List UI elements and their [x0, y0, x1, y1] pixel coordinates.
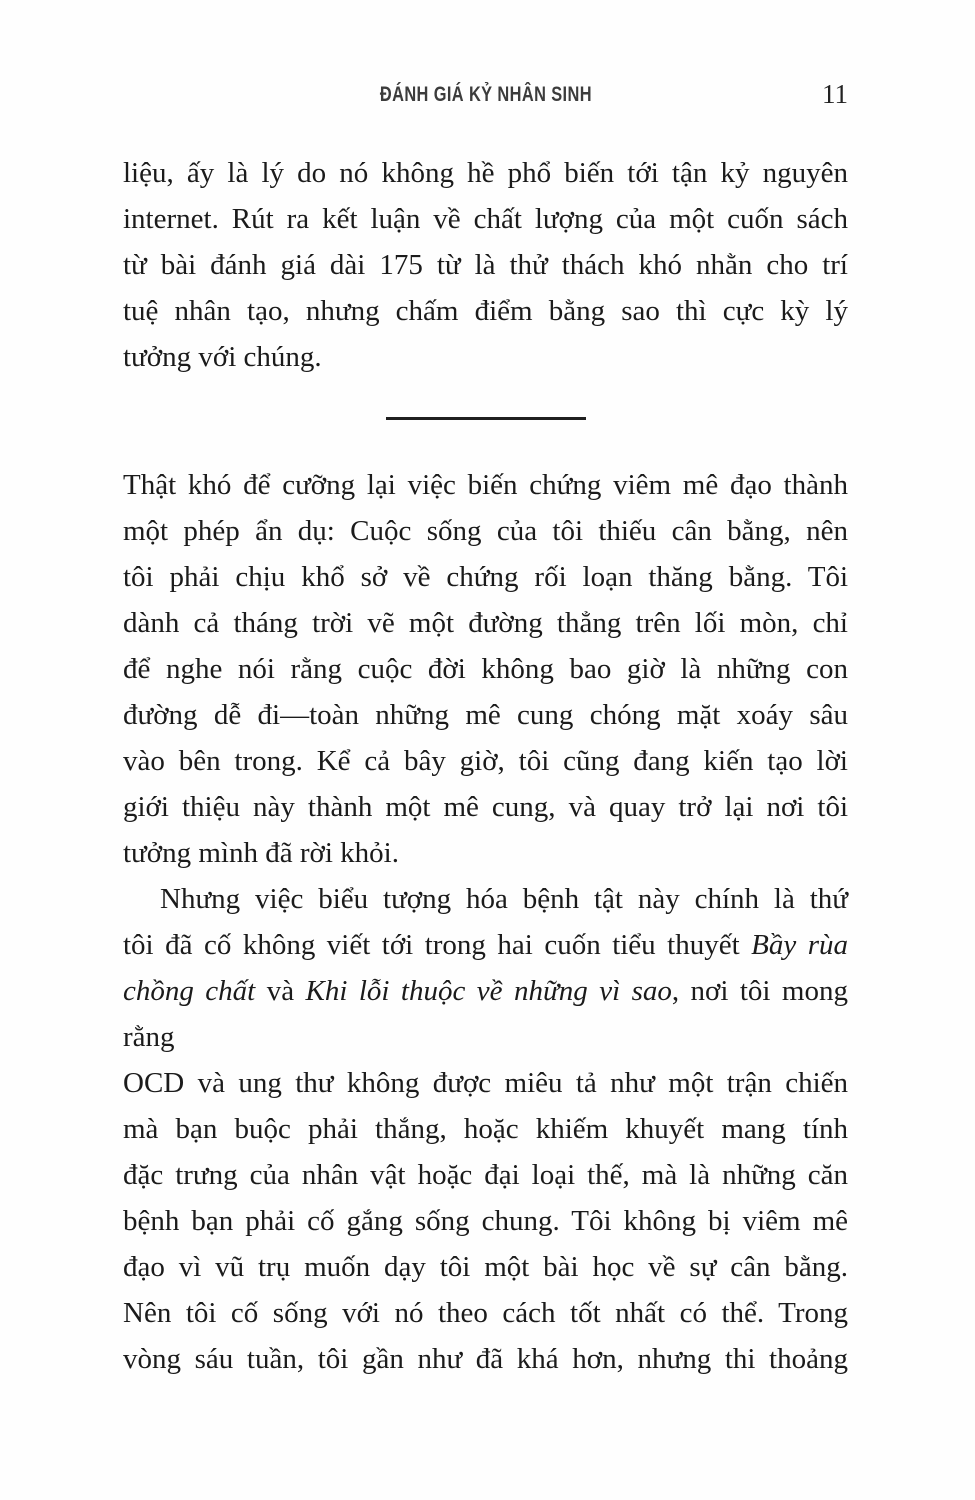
paragraph [123, 876, 848, 1382]
text-run: để nghe nói rằng cuộc đời không bao giờ là những con [123, 653, 848, 685]
text-line [123, 1152, 848, 1198]
text-line [123, 922, 848, 968]
text-line [123, 784, 848, 830]
italic-text-run: chồng chất [123, 975, 256, 1007]
text-run: internet. Rút ra kết luận về chất lượng của một cuốn sách [123, 203, 848, 235]
text-line [123, 508, 848, 554]
text-run: từ bài đánh giá dài 175 từ là thử thách khó nhằn cho trí [123, 249, 848, 281]
text-run: đạo vì vũ trụ muốn dạy tôi một bài học về sự cân bằng. [123, 1251, 848, 1283]
text-run: tôi phải chịu khổ sở về chứng rối loạn thăng bằng. Tôi [123, 561, 848, 593]
text-run: một phép ẩn dụ: Cuộc sống của tôi thiếu cân bằng, nên [123, 515, 848, 547]
italic-text-run: Bầy rùa [751, 929, 848, 961]
text-run: vào bên trong. Kể cả bây giờ, tôi cũng đang kiến tạo lời [123, 745, 848, 777]
text-run: vòng sáu tuần, tôi gần như đã khá hơn, nhưng thi thoảng [123, 1343, 848, 1375]
text-run: tưởng với chúng. [123, 341, 322, 373]
text-line [123, 830, 848, 876]
text-run: giới thiệu này thành một mê cung, và quay trở lại nơi tôi [123, 791, 848, 823]
text-run: Nên tôi cố sống với nó theo cách tốt nhất có thể. Trong [123, 1297, 848, 1329]
paragraph [123, 150, 848, 380]
text-line [123, 1290, 848, 1336]
running-head-title-text: ĐÁNH GIÁ KỶ NHÂN SINH [379, 83, 592, 106]
text-run: tuệ nhân tạo, nhưng chấm điểm bằng sao thì cực kỳ lý [123, 295, 848, 327]
text-line [123, 150, 848, 196]
text-run: và [255, 975, 306, 1007]
running-head [123, 79, 848, 110]
text-run: tưởng mình đã rời khỏi. [123, 837, 399, 869]
text-line [123, 1336, 848, 1382]
text-line [123, 1244, 848, 1290]
text-line [123, 1106, 848, 1152]
running-head-title [123, 84, 848, 106]
text-run: Nhưng việc biểu tượng hóa bệnh tật này chính là thứ [160, 883, 848, 915]
text-line [123, 462, 848, 508]
text-line [123, 334, 848, 380]
text-line [123, 876, 848, 922]
text-run: mà bạn buộc phải thắng, hoặc khiếm khuyết mang tính [123, 1113, 848, 1145]
text-line [123, 554, 848, 600]
section-divider-rule [386, 417, 586, 420]
italic-text-run: Khi lỗi thuộc về những vì sao [305, 975, 672, 1007]
text-line [123, 288, 848, 334]
text-line [123, 692, 848, 738]
text-run: , nơi tôi mong rằng [123, 975, 848, 1053]
section-divider [123, 380, 848, 462]
text-line [123, 646, 848, 692]
text-line [123, 738, 848, 784]
paragraph [123, 462, 848, 876]
text-line [123, 196, 848, 242]
text-run: liệu, ấy là lý do nó không hề phổ biến tới tận kỷ nguyên [123, 157, 848, 189]
text-run: tôi đã cố không viết tới trong hai cuốn tiểu thuyết [123, 929, 752, 961]
text-run: Thật khó để cưỡng lại việc biến chứng viêm mê đạo thành [123, 469, 848, 501]
text-line [123, 968, 848, 1060]
body-text [123, 150, 848, 1382]
text-run: dành cả tháng trời vẽ một đường thẳng trên lối mòn, chỉ [123, 607, 848, 639]
text-line [123, 600, 848, 646]
text-line [123, 1060, 848, 1106]
page-number: 11 [822, 79, 848, 109]
text-run: đường dễ đi—toàn những mê cung chóng mặt xoáy sâu [123, 699, 848, 731]
text-line [123, 1198, 848, 1244]
text-run: đặc trưng của nhân vật hoặc đại loại thế, mà là những căn [123, 1159, 848, 1191]
text-line [123, 242, 848, 288]
text-run: OCD và ung thư không được miêu tả như một trận chiến [123, 1067, 848, 1099]
text-run: bệnh bạn phải cố gắng sống chung. Tôi không bị viêm mê [123, 1205, 848, 1237]
